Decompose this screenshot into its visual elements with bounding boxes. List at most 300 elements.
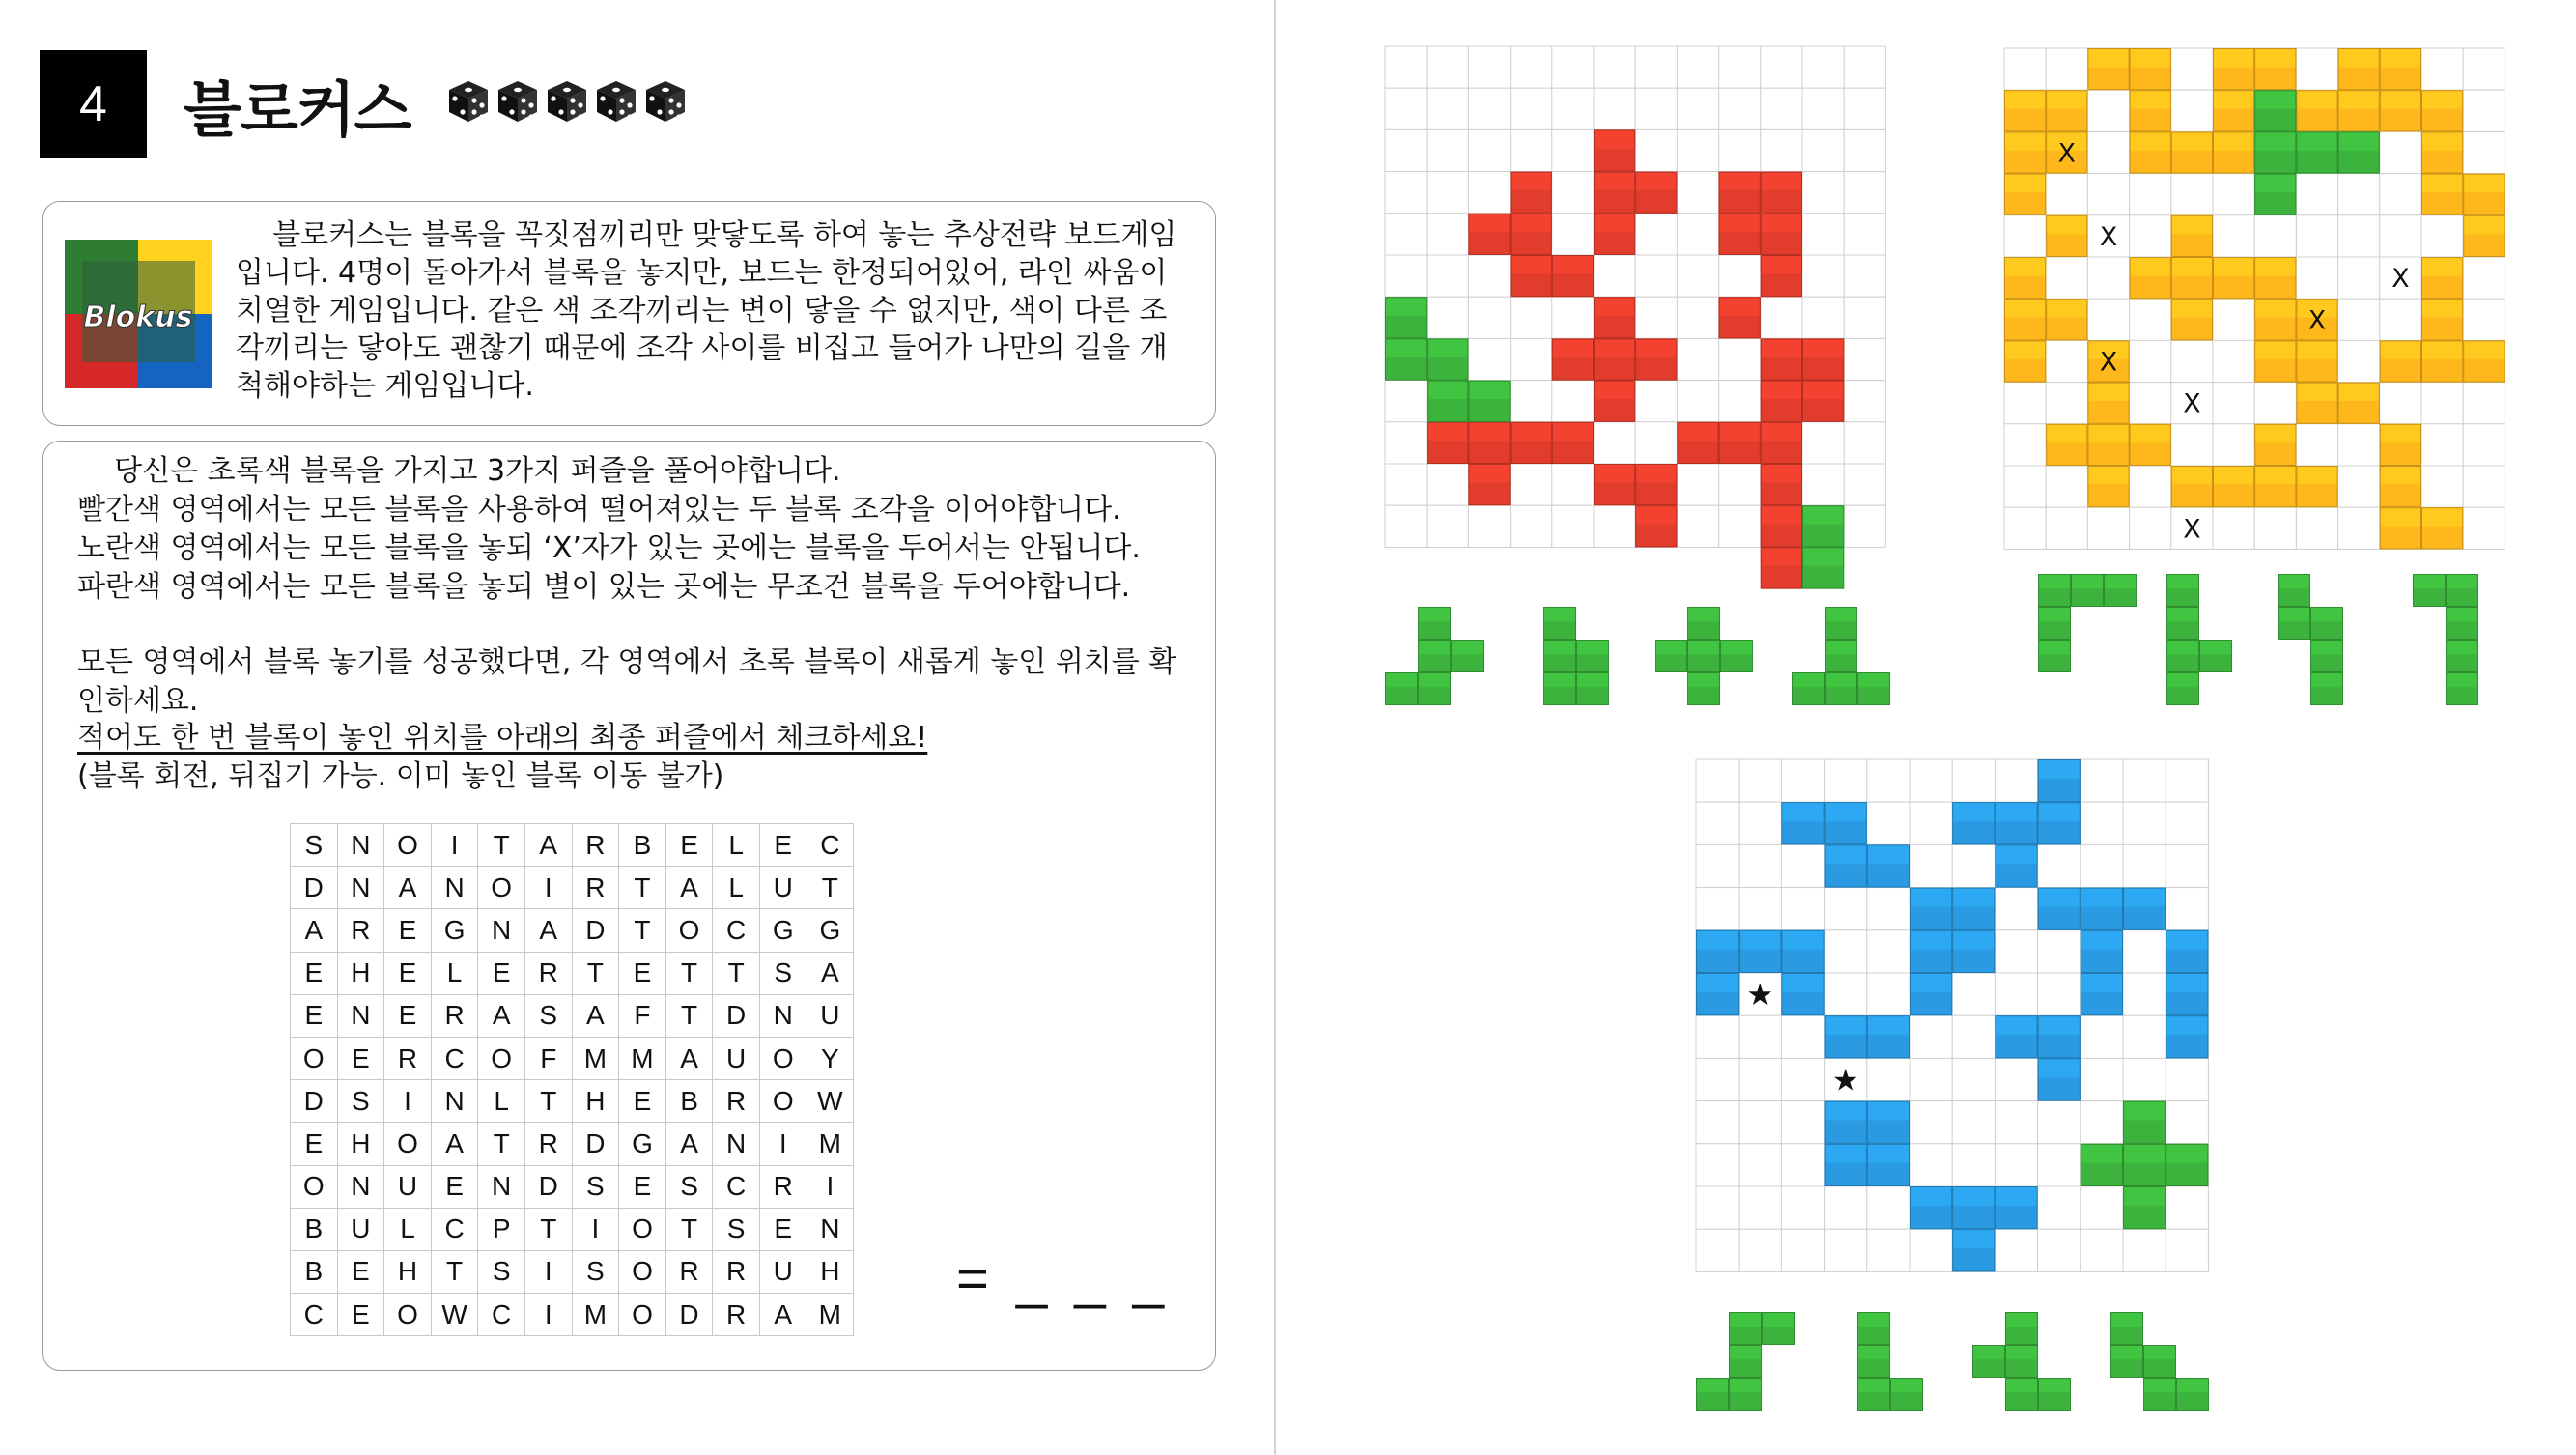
word-search-cell[interactable]: G [619, 1123, 666, 1165]
board-cell[interactable] [1696, 844, 1739, 887]
word-search-cell[interactable]: B [619, 824, 666, 867]
board-cell[interactable] [1696, 1144, 1739, 1186]
board-cell[interactable] [1867, 1058, 1910, 1100]
board-cell[interactable] [2038, 1229, 2081, 1271]
board-cell[interactable] [1385, 422, 1427, 464]
board-cell[interactable] [2213, 424, 2254, 466]
word-search-cell[interactable]: E [619, 1080, 666, 1123]
word-search-cell[interactable]: E [337, 1250, 384, 1293]
board-cell[interactable] [1844, 505, 1885, 547]
word-search-cell[interactable]: E [337, 1037, 384, 1079]
board-cell[interactable] [1867, 802, 1910, 844]
word-search-cell[interactable]: T [665, 952, 713, 994]
word-search-cell[interactable]: N [807, 1208, 854, 1250]
board-cell[interactable] [2296, 257, 2337, 299]
board-cell[interactable] [1739, 1229, 1781, 1271]
board-cell[interactable] [2421, 383, 2463, 424]
board-cell[interactable] [2166, 1229, 2208, 1271]
board-cell[interactable] [1385, 46, 1427, 88]
board-cell[interactable] [2380, 215, 2421, 257]
board-cell[interactable] [1427, 505, 1468, 547]
board-cell[interactable] [1719, 338, 1761, 380]
board-cell[interactable] [2038, 1101, 2081, 1144]
board-cell[interactable] [1844, 422, 1885, 464]
board-cell[interactable] [1995, 930, 2037, 973]
board-cell[interactable] [2213, 299, 2254, 340]
board-cell[interactable] [1802, 129, 1844, 171]
board-cell[interactable] [1995, 888, 2037, 930]
board-cell[interactable] [1677, 255, 1718, 297]
board-cell[interactable] [1696, 1101, 1739, 1144]
board-cell[interactable] [1867, 930, 1910, 973]
board-cell[interactable] [1385, 88, 1427, 129]
word-search-cell[interactable]: U [759, 867, 807, 909]
word-search-cell[interactable]: D [291, 1080, 338, 1123]
board-cell[interactable] [2296, 48, 2337, 90]
board-cell[interactable] [2338, 466, 2380, 507]
board-cell[interactable] [1802, 464, 1844, 505]
board-cell[interactable] [1952, 1015, 1995, 1058]
word-search-cell[interactable]: A [665, 1123, 713, 1165]
board-cell[interactable] [1739, 1101, 1781, 1144]
word-search-cell[interactable]: H [337, 1123, 384, 1165]
word-search-cell[interactable]: O [291, 1037, 338, 1079]
board-cell[interactable] [2046, 507, 2087, 549]
word-search-cell[interactable]: H [807, 1250, 854, 1293]
board-cell[interactable] [1677, 88, 1718, 129]
word-search-cell[interactable]: L [713, 824, 760, 867]
word-search-cell[interactable]: D [524, 1165, 572, 1208]
board-cell[interactable] [1995, 973, 2037, 1015]
board-cell[interactable] [1385, 505, 1427, 547]
board-cell[interactable] [1910, 759, 1952, 802]
word-search-cell[interactable]: L [713, 867, 760, 909]
word-search-cell[interactable]: U [759, 1250, 807, 1293]
board-cell[interactable] [2166, 1101, 2208, 1144]
word-search-cell[interactable]: F [524, 1037, 572, 1079]
word-search-cell[interactable]: U [384, 1165, 432, 1208]
board-cell[interactable] [1635, 381, 1677, 422]
board-cell[interactable] [2038, 844, 2081, 887]
board-cell[interactable] [2046, 257, 2087, 299]
word-search-cell[interactable]: T [524, 1208, 572, 1250]
board-cell[interactable] [2166, 888, 2208, 930]
board-cell[interactable] [2046, 48, 2087, 90]
board-cell[interactable] [1802, 297, 1844, 338]
word-search-cell[interactable]: L [478, 1080, 525, 1123]
board-cell[interactable] [2463, 466, 2505, 507]
board-cell[interactable] [2213, 507, 2254, 549]
word-search-cell[interactable]: R [431, 994, 478, 1037]
board-cell[interactable] [1995, 1144, 2037, 1186]
board-cell[interactable] [2081, 1229, 2123, 1271]
word-search-cell[interactable]: I [572, 1208, 619, 1250]
board-cell[interactable] [2166, 1058, 2208, 1100]
word-search-cell[interactable]: R [524, 1123, 572, 1165]
board-cell[interactable] [1719, 464, 1761, 505]
board-cell[interactable] [1781, 1144, 1824, 1186]
board-cell[interactable] [1427, 172, 1468, 214]
word-search-cell[interactable]: A [665, 1037, 713, 1079]
board-cell[interactable] [1696, 759, 1739, 802]
board-cell[interactable] [1952, 1058, 1995, 1100]
board-cell[interactable] [2081, 802, 2123, 844]
board-cell[interactable] [2123, 844, 2166, 887]
word-search-cell[interactable]: B [291, 1250, 338, 1293]
word-search-cell[interactable]: O [291, 1165, 338, 1208]
word-search-cell[interactable]: E [759, 1208, 807, 1250]
board-cell[interactable] [2087, 174, 2129, 215]
board-cell[interactable] [1594, 88, 1635, 129]
board-cell[interactable] [1844, 297, 1885, 338]
word-search-cell[interactable]: R [384, 1037, 432, 1079]
board-cell[interactable] [2004, 466, 2046, 507]
board-cell[interactable] [1739, 888, 1781, 930]
board-cell[interactable] [2380, 299, 2421, 340]
word-search-cell[interactable]: G [431, 909, 478, 952]
board-cell[interactable] [1844, 172, 1885, 214]
board-cell[interactable] [2130, 383, 2171, 424]
word-search-cell[interactable]: A [431, 1123, 478, 1165]
board-cell[interactable] [2123, 802, 2166, 844]
word-search-cell[interactable]: D [665, 1294, 713, 1336]
board-cell[interactable] [1677, 338, 1718, 380]
board-cell[interactable] [1696, 888, 1739, 930]
board-cell[interactable] [2213, 340, 2254, 382]
board-cell[interactable] [1594, 422, 1635, 464]
board-cell[interactable] [2296, 424, 2337, 466]
word-search-cell[interactable]: I [431, 824, 478, 867]
board-cell[interactable] [2087, 131, 2129, 173]
board-cell[interactable] [1802, 422, 1844, 464]
board-cell[interactable] [2463, 383, 2505, 424]
word-search-cell[interactable]: H [384, 1250, 432, 1293]
board-cell[interactable] [2081, 1101, 2123, 1144]
word-search-cell[interactable]: Y [807, 1037, 854, 1079]
word-search-cell[interactable]: O [619, 1208, 666, 1250]
board-cell[interactable] [2254, 383, 2296, 424]
word-search-cell[interactable]: T [524, 1080, 572, 1123]
board-cell[interactable] [1427, 88, 1468, 129]
board-cell[interactable] [1511, 381, 1552, 422]
board-cell[interactable] [1825, 973, 1867, 1015]
board-cell[interactable] [1511, 505, 1552, 547]
board-cell[interactable] [1761, 297, 1802, 338]
word-search-cell[interactable]: G [759, 909, 807, 952]
board-cell[interactable] [2463, 257, 2505, 299]
board-cell[interactable] [1825, 1186, 1867, 1229]
word-search-cell[interactable]: A [384, 867, 432, 909]
word-search-cell[interactable]: D [291, 867, 338, 909]
word-search-cell[interactable]: U [713, 1037, 760, 1079]
board-cell[interactable] [2046, 383, 2087, 424]
board-cell[interactable] [1696, 802, 1739, 844]
word-search-cell[interactable]: T [619, 909, 666, 952]
board-cell[interactable] [2123, 1015, 2166, 1058]
board-cell[interactable] [1719, 255, 1761, 297]
board-cell[interactable] [1844, 464, 1885, 505]
word-search-cell[interactable]: H [337, 952, 384, 994]
word-search-cell[interactable]: O [619, 1294, 666, 1336]
board-cell[interactable] [1825, 759, 1867, 802]
board-cell[interactable] [1910, 844, 1952, 887]
board-cell[interactable] [2166, 1186, 2208, 1229]
word-search-cell[interactable]: A [524, 824, 572, 867]
board-cell[interactable] [1552, 214, 1594, 255]
board-cell[interactable] [2130, 215, 2171, 257]
board-cell[interactable] [1825, 888, 1867, 930]
board-cell[interactable] [1739, 1015, 1781, 1058]
word-search-cell[interactable]: R [759, 1165, 807, 1208]
board-cell[interactable] [2463, 299, 2505, 340]
board-cell[interactable] [2130, 466, 2171, 507]
word-search-cell[interactable]: D [572, 1123, 619, 1165]
word-search-cell[interactable]: M [572, 1037, 619, 1079]
board-cell[interactable] [1952, 844, 1995, 887]
word-search-cell[interactable]: A [291, 909, 338, 952]
word-search-cell[interactable]: S [291, 824, 338, 867]
board-cell[interactable] [1677, 214, 1718, 255]
board-cell[interactable] [1867, 973, 1910, 1015]
board-cell[interactable] [1995, 1101, 2037, 1144]
board-cell[interactable] [1739, 1058, 1781, 1100]
word-search-cell[interactable]: N [337, 867, 384, 909]
board-cell[interactable] [1385, 464, 1427, 505]
board-cell[interactable] [1696, 1015, 1739, 1058]
board-cell[interactable] [2213, 174, 2254, 215]
board-cell[interactable] [2130, 340, 2171, 382]
word-search-cell[interactable]: E [665, 824, 713, 867]
word-search-cell[interactable]: I [384, 1080, 432, 1123]
board-cell[interactable] [1427, 214, 1468, 255]
word-search-cell[interactable]: B [291, 1208, 338, 1250]
board-cell[interactable] [2081, 759, 2123, 802]
board-cell[interactable] [2421, 424, 2463, 466]
word-search-cell[interactable]: N [431, 1080, 478, 1123]
board-cell[interactable] [2004, 507, 2046, 549]
board-cell[interactable] [1552, 88, 1594, 129]
word-search-cell[interactable]: M [807, 1294, 854, 1336]
board-cell[interactable] [1635, 129, 1677, 171]
word-search-cell[interactable]: S [524, 994, 572, 1037]
board-cell[interactable] [1552, 505, 1594, 547]
board-cell[interactable] [2380, 383, 2421, 424]
board-cell[interactable] [1468, 129, 1510, 171]
board-cell[interactable] [2123, 930, 2166, 973]
board-cell[interactable] [1910, 1101, 1952, 1144]
word-search-cell[interactable]: S [572, 1250, 619, 1293]
word-search-cell[interactable]: L [384, 1208, 432, 1250]
board-cell[interactable] [1677, 46, 1718, 88]
board-cell[interactable] [2081, 1058, 2123, 1100]
board-cell[interactable] [1468, 255, 1510, 297]
word-search-cell[interactable]: T [713, 952, 760, 994]
board-cell[interactable] [2081, 844, 2123, 887]
board-cell[interactable] [1781, 1229, 1824, 1271]
word-search-cell[interactable]: O [665, 909, 713, 952]
board-cell[interactable] [2338, 507, 2380, 549]
word-search-cell[interactable]: G [807, 909, 854, 952]
board-cell[interactable] [1696, 1058, 1739, 1100]
board-cell[interactable] [2046, 174, 2087, 215]
word-search-cell[interactable]: I [524, 867, 572, 909]
word-search-cell[interactable]: W [431, 1294, 478, 1336]
board-cell[interactable] [1739, 802, 1781, 844]
board-cell[interactable] [1867, 1229, 1910, 1271]
board-cell[interactable] [1739, 1144, 1781, 1186]
board-cell[interactable] [1781, 1058, 1824, 1100]
board-cell[interactable] [2123, 1229, 2166, 1271]
board-cell[interactable] [1468, 505, 1510, 547]
board-cell[interactable] [1468, 88, 1510, 129]
board-cell[interactable] [1761, 88, 1802, 129]
board-cell[interactable] [1552, 464, 1594, 505]
word-search-cell[interactable]: N [431, 867, 478, 909]
word-search-cell[interactable]: E [619, 1165, 666, 1208]
board-cell[interactable] [1952, 1144, 1995, 1186]
board-cell[interactable] [1719, 505, 1761, 547]
word-search-cell[interactable]: S [665, 1165, 713, 1208]
board-cell[interactable] [1594, 46, 1635, 88]
word-search-cell[interactable]: F [619, 994, 666, 1037]
word-search-cell[interactable]: A [665, 867, 713, 909]
word-search-cell[interactable]: W [807, 1080, 854, 1123]
board-cell[interactable] [1696, 1186, 1739, 1229]
board-cell[interactable] [1802, 214, 1844, 255]
word-search-cell[interactable]: C [713, 909, 760, 952]
word-search-cell[interactable]: E [759, 824, 807, 867]
word-search-cell[interactable]: E [291, 952, 338, 994]
board-cell[interactable] [1952, 973, 1995, 1015]
word-search-cell[interactable]: C [431, 1037, 478, 1079]
board-cell[interactable] [1511, 338, 1552, 380]
board-cell[interactable] [1677, 129, 1718, 171]
board-cell[interactable] [1781, 1101, 1824, 1144]
board-cell[interactable] [1468, 338, 1510, 380]
board-cell[interactable] [1802, 88, 1844, 129]
board-cell[interactable] [1427, 46, 1468, 88]
word-search-cell[interactable]: L [431, 952, 478, 994]
word-search-cell[interactable]: S [572, 1165, 619, 1208]
board-cell[interactable] [2463, 48, 2505, 90]
board-cell[interactable] [2421, 466, 2463, 507]
word-search-cell[interactable]: O [759, 1080, 807, 1123]
word-search-cell[interactable]: S [759, 952, 807, 994]
board-cell[interactable] [2046, 340, 2087, 382]
word-search-cell[interactable]: H [572, 1080, 619, 1123]
board-cell[interactable] [2130, 299, 2171, 340]
board-cell[interactable] [1677, 297, 1718, 338]
word-search-cell[interactable]: M [619, 1037, 666, 1079]
word-search-cell[interactable]: D [572, 909, 619, 952]
board-cell[interactable] [2463, 90, 2505, 131]
board-cell[interactable] [1635, 297, 1677, 338]
word-search-cell[interactable]: N [759, 994, 807, 1037]
word-search-cell[interactable]: M [807, 1123, 854, 1165]
board-cell[interactable] [1952, 759, 1995, 802]
word-search-cell[interactable]: O [759, 1037, 807, 1079]
board-cell[interactable] [2171, 90, 2213, 131]
board-cell[interactable] [2338, 340, 2380, 382]
word-search-cell[interactable]: E [431, 1165, 478, 1208]
word-search-cell[interactable]: N [337, 994, 384, 1037]
board-cell[interactable] [2166, 802, 2208, 844]
board-cell[interactable] [1761, 129, 1802, 171]
board-cell[interactable] [1995, 759, 2037, 802]
board-cell[interactable] [1739, 1186, 1781, 1229]
word-search-cell[interactable]: T [807, 867, 854, 909]
word-search-cell[interactable]: U [337, 1208, 384, 1250]
board-cell[interactable] [1427, 255, 1468, 297]
board-cell[interactable] [1385, 129, 1427, 171]
board-cell[interactable] [2087, 507, 2129, 549]
board-cell[interactable] [1825, 1229, 1867, 1271]
board-cell[interactable] [1468, 172, 1510, 214]
board-cell[interactable] [1719, 129, 1761, 171]
board-cell[interactable] [1910, 1229, 1952, 1271]
word-search-cell[interactable]: T [431, 1250, 478, 1293]
board-cell[interactable] [2130, 174, 2171, 215]
word-search-cell[interactable]: N [478, 1165, 525, 1208]
board-cell[interactable] [1385, 214, 1427, 255]
board-cell[interactable] [1511, 88, 1552, 129]
board-cell[interactable] [2380, 174, 2421, 215]
board-cell[interactable] [1739, 759, 1781, 802]
word-search-cell[interactable]: A [572, 994, 619, 1037]
board-cell[interactable] [1844, 46, 1885, 88]
word-search-cell[interactable]: O [384, 1123, 432, 1165]
board-cell[interactable] [2338, 215, 2380, 257]
word-search-cell[interactable]: A [807, 952, 854, 994]
board-cell[interactable] [2171, 424, 2213, 466]
board-cell[interactable] [2166, 844, 2208, 887]
board-cell[interactable] [1677, 505, 1718, 547]
board-cell[interactable] [1677, 381, 1718, 422]
word-search-cell[interactable]: R [572, 867, 619, 909]
board-cell[interactable] [1696, 1229, 1739, 1271]
board-cell[interactable] [1552, 129, 1594, 171]
board-cell[interactable] [1867, 888, 1910, 930]
word-search-cell[interactable]: T [665, 994, 713, 1037]
board-cell[interactable] [1427, 464, 1468, 505]
board-cell[interactable] [2380, 131, 2421, 173]
board-cell[interactable] [1781, 1015, 1824, 1058]
word-search-cell[interactable]: C [478, 1294, 525, 1336]
board-cell[interactable] [1594, 505, 1635, 547]
board-cell[interactable] [2338, 174, 2380, 215]
word-search-cell[interactable]: R [713, 1294, 760, 1336]
board-cell[interactable] [1719, 381, 1761, 422]
board-cell[interactable] [2463, 507, 2505, 549]
board-cell[interactable] [2338, 257, 2380, 299]
word-search-cell[interactable]: N [713, 1123, 760, 1165]
word-search-cell[interactable]: R [524, 952, 572, 994]
board-cell[interactable] [1635, 255, 1677, 297]
word-search-cell[interactable]: T [572, 952, 619, 994]
board-cell[interactable] [1677, 464, 1718, 505]
word-search-cell[interactable]: T [478, 824, 525, 867]
word-search-cell[interactable]: O [384, 824, 432, 867]
board-cell[interactable] [2087, 257, 2129, 299]
word-search-cell[interactable]: O [478, 867, 525, 909]
board-cell[interactable] [1468, 46, 1510, 88]
board-cell[interactable] [1511, 129, 1552, 171]
board-cell[interactable] [2296, 507, 2337, 549]
board-cell[interactable] [2130, 507, 2171, 549]
board-cell[interactable] [1552, 381, 1594, 422]
word-search-cell[interactable]: R [665, 1250, 713, 1293]
word-search-cell[interactable]: O [478, 1037, 525, 1079]
